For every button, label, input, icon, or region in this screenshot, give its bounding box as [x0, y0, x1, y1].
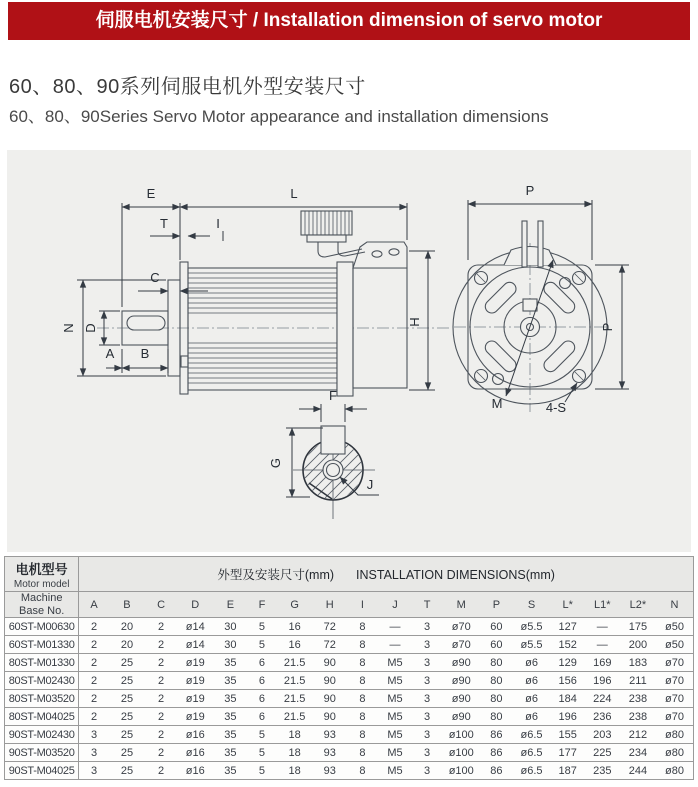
col-header-A: A — [79, 592, 109, 618]
value-cell: ø70 — [442, 636, 480, 654]
value-cell: ø6.5 — [512, 762, 550, 780]
value-cell: ø16 — [177, 762, 213, 780]
value-cell: 8 — [347, 690, 378, 708]
dim-label-c: C — [150, 270, 160, 285]
value-cell: 8 — [347, 762, 378, 780]
terminal-dome — [504, 247, 556, 266]
page-title: 伺服电机安装尺寸 / Installation dimension of servo motor — [95, 10, 603, 31]
value-cell: ø14 — [177, 618, 213, 636]
value-cell: 238 — [620, 708, 656, 726]
value-cell: ø90 — [442, 654, 480, 672]
value-cell: ø90 — [442, 672, 480, 690]
subtitle-chinese: 60、80、90系列伺服电机外型安装尺寸 — [9, 76, 366, 98]
value-cell: 6 — [247, 708, 276, 726]
value-cell: 3 — [79, 762, 109, 780]
value-cell: 35 — [213, 654, 247, 672]
col-header-B: B — [109, 592, 145, 618]
value-cell: 196 — [551, 708, 585, 726]
value-cell: 183 — [620, 654, 656, 672]
value-cell: 25 — [109, 672, 145, 690]
value-cell: 244 — [620, 762, 656, 780]
value-cell: 155 — [551, 726, 585, 744]
value-cell: ø100 — [442, 726, 480, 744]
table-row — [5, 654, 694, 672]
model-cell: 80ST-M02430 — [5, 672, 79, 690]
value-cell: 3 — [412, 726, 442, 744]
motor-model-header — [5, 557, 79, 592]
value-cell: 93 — [313, 744, 347, 762]
value-cell: 18 — [277, 726, 313, 744]
dim-label-p-top: P — [525, 183, 535, 198]
machine-base-no-header — [5, 592, 79, 618]
value-cell: 2 — [79, 618, 109, 636]
value-cell: 8 — [347, 636, 378, 654]
dim-label-t: T — [160, 216, 168, 231]
dimensions-span-header — [79, 557, 694, 592]
value-cell: 86 — [480, 744, 512, 762]
table-row — [5, 672, 694, 690]
table-row — [5, 708, 694, 726]
value-cell: 127 — [551, 618, 585, 636]
value-cell: ø80 — [656, 762, 693, 780]
value-cell: 2 — [79, 654, 109, 672]
value-cell: 2 — [145, 654, 177, 672]
dim-label-h: H — [407, 317, 422, 327]
keyway — [321, 426, 345, 454]
value-cell: 16 — [277, 636, 313, 654]
value-cell: 2 — [145, 618, 177, 636]
dim-label-n: N — [61, 323, 76, 333]
value-cell: M5 — [378, 654, 412, 672]
span-header-en: INSTALLATION DIMENSIONS(mm) — [356, 568, 555, 582]
table-row — [5, 744, 694, 762]
value-cell: 30 — [213, 618, 247, 636]
dim-label-l: L — [290, 186, 298, 201]
dimension-table — [4, 556, 694, 780]
value-cell: 35 — [213, 744, 247, 762]
value-cell: 2 — [145, 636, 177, 654]
value-cell: 234 — [620, 744, 656, 762]
col-header-M: M — [442, 592, 480, 618]
col-header-J: J — [378, 592, 412, 618]
value-cell: 80 — [480, 672, 512, 690]
value-cell: ø6 — [512, 672, 550, 690]
value-cell: 80 — [480, 708, 512, 726]
col-header-S: S — [512, 592, 550, 618]
value-cell: ø19 — [177, 690, 213, 708]
value-cell: 8 — [347, 708, 378, 726]
value-cell: 60 — [480, 618, 512, 636]
dim-label-f: F — [329, 388, 337, 403]
model-cell: 90ST-M02430 — [5, 726, 79, 744]
value-cell: 80 — [480, 690, 512, 708]
value-cell: 6 — [247, 654, 276, 672]
value-cell: 25 — [109, 726, 145, 744]
value-cell: 25 — [109, 654, 145, 672]
value-cell: 25 — [109, 744, 145, 762]
value-cell: 196 — [585, 672, 620, 690]
encoder-cover — [353, 242, 407, 268]
col-header-E: E — [213, 592, 247, 618]
value-cell: 25 — [109, 762, 145, 780]
value-cell: 238 — [620, 690, 656, 708]
model-cell: 60ST-M01330 — [5, 636, 79, 654]
table-row — [5, 762, 694, 780]
dim-label-p-side: P — [600, 322, 615, 332]
value-cell: 20 — [109, 636, 145, 654]
value-cell: 5 — [247, 636, 276, 654]
value-cell: 3 — [412, 708, 442, 726]
table-header-row-2 — [5, 592, 694, 618]
value-cell: 3 — [79, 726, 109, 744]
value-cell: ø5.5 — [512, 618, 550, 636]
value-cell: 6 — [247, 672, 276, 690]
col-header-L: L* — [551, 592, 585, 618]
terminal-pin — [522, 221, 527, 267]
value-cell: 35 — [213, 708, 247, 726]
motor-model-header-cn: 电机型号 — [15, 561, 68, 577]
col-header-L1: L1* — [585, 592, 620, 618]
value-cell: 8 — [347, 726, 378, 744]
value-cell: M5 — [378, 708, 412, 726]
value-cell: 25 — [109, 690, 145, 708]
value-cell: 8 — [347, 618, 378, 636]
value-cell: 90 — [313, 654, 347, 672]
value-cell: 200 — [620, 636, 656, 654]
col-header-G: G — [277, 592, 313, 618]
value-cell: ø70 — [656, 672, 693, 690]
value-cell: 8 — [347, 672, 378, 690]
table-row — [5, 636, 694, 654]
value-cell: 6 — [247, 690, 276, 708]
value-cell: 35 — [213, 762, 247, 780]
value-cell: ø80 — [656, 744, 693, 762]
value-cell: ø19 — [177, 708, 213, 726]
value-cell: 169 — [585, 654, 620, 672]
value-cell: M5 — [378, 762, 412, 780]
machine-base-line2: Base No. — [19, 604, 65, 617]
value-cell: 187 — [551, 762, 585, 780]
dim-label-a: A — [105, 346, 115, 361]
value-cell: 156 — [551, 672, 585, 690]
value-cell: 5 — [247, 744, 276, 762]
shaft-section-view — [268, 385, 379, 552]
value-cell: 86 — [480, 726, 512, 744]
value-cell: 90 — [313, 690, 347, 708]
value-cell: 3 — [412, 636, 442, 654]
value-cell: ø50 — [656, 618, 693, 636]
value-cell: — — [585, 618, 620, 636]
value-cell: ø100 — [442, 744, 480, 762]
value-cell: 35 — [213, 726, 247, 744]
side-view — [61, 186, 452, 396]
value-cell: 175 — [620, 618, 656, 636]
value-cell: M5 — [378, 672, 412, 690]
value-cell: 129 — [551, 654, 585, 672]
model-cell: 90ST-M03520 — [5, 744, 79, 762]
value-cell: 184 — [551, 690, 585, 708]
value-cell: 177 — [551, 744, 585, 762]
col-header-D: D — [177, 592, 213, 618]
value-cell: 2 — [79, 690, 109, 708]
value-cell: 8 — [347, 744, 378, 762]
value-cell: ø19 — [177, 672, 213, 690]
value-cell: ø100 — [442, 762, 480, 780]
value-cell: ø6 — [512, 654, 550, 672]
value-cell: ø5.5 — [512, 636, 550, 654]
value-cell: 35 — [213, 690, 247, 708]
col-header-T: T — [412, 592, 442, 618]
col-header-C: C — [145, 592, 177, 618]
col-header-H: H — [313, 592, 347, 618]
value-cell: 30 — [213, 636, 247, 654]
table-row — [5, 690, 694, 708]
value-cell: ø70 — [656, 654, 693, 672]
value-cell: 203 — [585, 726, 620, 744]
value-cell: 225 — [585, 744, 620, 762]
value-cell: 2 — [145, 708, 177, 726]
value-cell: 235 — [585, 762, 620, 780]
value-cell: 18 — [277, 744, 313, 762]
value-cell: 3 — [412, 744, 442, 762]
value-cell: ø6 — [512, 708, 550, 726]
value-cell: M5 — [378, 726, 412, 744]
subtitle-english: 60、80、90Series Servo Motor appearance and installation dimensions — [9, 107, 549, 126]
value-cell: 3 — [412, 672, 442, 690]
value-cell: ø16 — [177, 744, 213, 762]
front-view — [453, 183, 629, 415]
value-cell: ø6 — [512, 690, 550, 708]
value-cell: 21.5 — [277, 672, 313, 690]
table-row — [5, 726, 694, 744]
value-cell: 2 — [145, 726, 177, 744]
col-header-P: P — [480, 592, 512, 618]
model-cell: 80ST-M01330 — [5, 654, 79, 672]
value-cell: 3 — [412, 762, 442, 780]
value-cell: 2 — [145, 744, 177, 762]
value-cell: 3 — [79, 744, 109, 762]
value-cell: 5 — [247, 726, 276, 744]
terminal-pin — [538, 221, 543, 267]
span-header-cn: 外型及安装尺寸(mm) — [217, 568, 335, 582]
value-cell: 5 — [247, 762, 276, 780]
value-cell: 3 — [412, 618, 442, 636]
value-cell: 72 — [313, 618, 347, 636]
value-cell: 72 — [313, 636, 347, 654]
model-cell: 60ST-M00630 — [5, 618, 79, 636]
value-cell: ø70 — [442, 618, 480, 636]
model-cell: 90ST-M04025 — [5, 762, 79, 780]
drawing-panel — [7, 150, 691, 552]
dim-label-e: E — [146, 186, 156, 201]
value-cell: — — [378, 636, 412, 654]
value-cell: M5 — [378, 690, 412, 708]
value-cell: 21.5 — [277, 690, 313, 708]
dim-label-j: J — [366, 477, 374, 492]
value-cell: 90 — [313, 672, 347, 690]
table-row — [5, 618, 694, 636]
dim-label-g: G — [268, 457, 283, 469]
value-cell: 2 — [79, 636, 109, 654]
value-cell: 2 — [145, 672, 177, 690]
value-cell: 35 — [213, 672, 247, 690]
value-cell: ø80 — [656, 726, 693, 744]
table-header-row-1 — [5, 557, 694, 592]
value-cell: 93 — [313, 726, 347, 744]
value-cell: 93 — [313, 762, 347, 780]
installation-drawing — [7, 150, 691, 552]
model-cell: 80ST-M03520 — [5, 690, 79, 708]
value-cell: 3 — [412, 654, 442, 672]
value-cell: M5 — [378, 744, 412, 762]
col-header-F: F — [247, 592, 276, 618]
value-cell: 224 — [585, 690, 620, 708]
value-cell: ø19 — [177, 654, 213, 672]
value-cell: 16 — [277, 618, 313, 636]
value-cell: 152 — [551, 636, 585, 654]
value-cell: ø90 — [442, 690, 480, 708]
value-cell: — — [378, 618, 412, 636]
value-cell: 80 — [480, 654, 512, 672]
dim-label-i: I — [216, 216, 220, 231]
value-cell: ø50 — [656, 636, 693, 654]
value-cell: ø16 — [177, 726, 213, 744]
value-cell: 18 — [277, 762, 313, 780]
value-cell: ø90 — [442, 708, 480, 726]
value-cell: 212 — [620, 726, 656, 744]
dim-label-4s: 4-S — [545, 400, 567, 415]
dim-label-b: B — [140, 346, 150, 361]
value-cell: 21.5 — [277, 654, 313, 672]
value-cell: 5 — [247, 618, 276, 636]
value-cell: 25 — [109, 708, 145, 726]
table-body — [5, 618, 694, 780]
col-header-N: N — [656, 592, 693, 618]
value-cell: 211 — [620, 672, 656, 690]
value-cell: ø6.5 — [512, 744, 550, 762]
value-cell: ø70 — [656, 708, 693, 726]
value-cell: 2 — [145, 762, 177, 780]
value-cell: 2 — [145, 690, 177, 708]
value-cell: 20 — [109, 618, 145, 636]
value-cell: — — [585, 636, 620, 654]
motor-model-header-en: Motor model — [13, 578, 70, 590]
value-cell: 236 — [585, 708, 620, 726]
model-cell: 80ST-M04025 — [5, 708, 79, 726]
dim-label-m: M — [491, 396, 503, 411]
value-cell: 3 — [412, 690, 442, 708]
machine-base-line1: Machine — [20, 592, 63, 604]
value-cell: 8 — [347, 654, 378, 672]
value-cell: 60 — [480, 636, 512, 654]
value-cell: ø70 — [656, 690, 693, 708]
value-cell: 86 — [480, 762, 512, 780]
value-cell: ø14 — [177, 636, 213, 654]
value-cell: 21.5 — [277, 708, 313, 726]
value-cell: 2 — [79, 672, 109, 690]
value-cell: 90 — [313, 708, 347, 726]
value-cell: ø6.5 — [512, 726, 550, 744]
dim-label-d: D — [83, 323, 98, 333]
value-cell: 2 — [79, 708, 109, 726]
title-banner — [8, 2, 690, 40]
col-header-L2: L2* — [620, 592, 656, 618]
col-header-I: I — [347, 592, 378, 618]
